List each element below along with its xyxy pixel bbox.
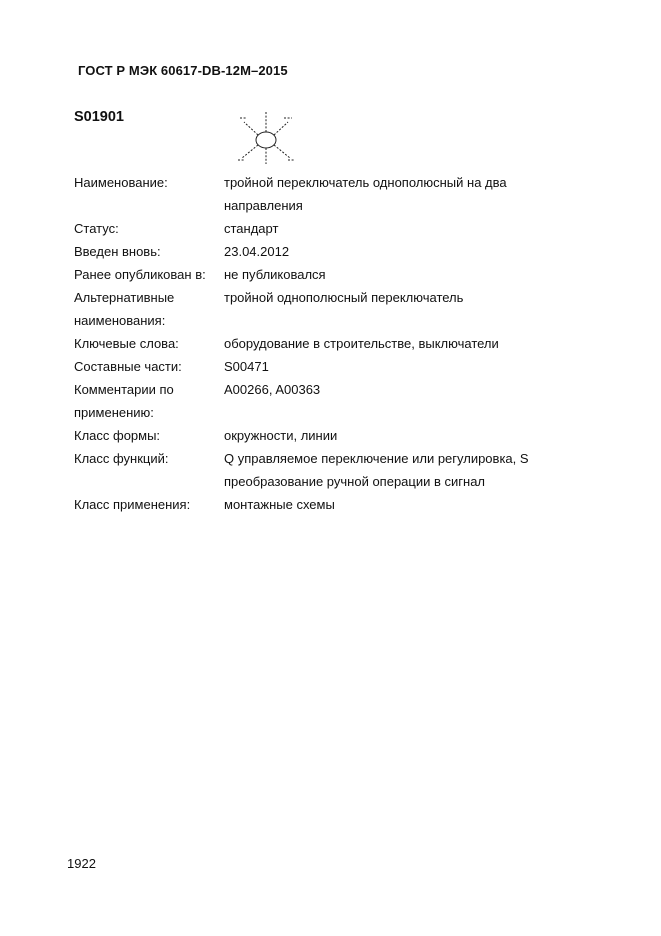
field-value: тройной однополюсный переключатель bbox=[224, 290, 464, 305]
field-row-comments bbox=[74, 378, 544, 424]
document-header: ГОСТ Р МЭК 60617-DB-12M–2015 bbox=[78, 63, 288, 78]
field-row-published bbox=[74, 263, 544, 286]
field-value: стандарт bbox=[224, 221, 279, 236]
field-label: Введен вновь: bbox=[74, 244, 161, 259]
field-label: Альтернативные наименования: bbox=[74, 290, 175, 328]
field-label: Ранее опубликован в: bbox=[74, 267, 206, 282]
page-number: 1922 bbox=[67, 856, 96, 871]
symbol-code: S01901 bbox=[74, 109, 124, 125]
field-row-parts bbox=[74, 355, 544, 378]
field-row-alt-names bbox=[74, 286, 544, 332]
field-row-function-class bbox=[74, 447, 544, 493]
field-value: оборудование в строительстве, выключатели bbox=[224, 336, 499, 351]
field-label: Ключевые слова: bbox=[74, 336, 179, 351]
field-row-application-class bbox=[74, 493, 544, 516]
field-value: окружности, линии bbox=[224, 428, 338, 443]
field-label: Класс функций: bbox=[74, 451, 169, 466]
field-value: S00471 bbox=[224, 359, 269, 374]
field-value: не публиковался bbox=[224, 267, 326, 282]
field-label: Комментарии по применению: bbox=[74, 382, 174, 420]
triple-switch-symbol-icon bbox=[230, 108, 302, 168]
attribute-table bbox=[74, 171, 544, 516]
field-row-keywords bbox=[74, 332, 544, 355]
field-label: Наименование: bbox=[74, 175, 168, 190]
field-row-name bbox=[74, 171, 544, 217]
field-label: Статус: bbox=[74, 221, 119, 236]
field-label: Класс формы: bbox=[74, 428, 161, 443]
field-value: 23.04.2012 bbox=[224, 244, 290, 259]
field-label: Класс применения: bbox=[74, 497, 191, 512]
field-row-status bbox=[74, 217, 544, 240]
field-value: тройной переключатель однополюсный на два направления bbox=[224, 175, 507, 213]
field-row-shape-class bbox=[74, 424, 544, 447]
field-label: Составные части: bbox=[74, 359, 182, 374]
field-row-introduced bbox=[74, 240, 544, 263]
field-value: Q управляемое переключение или регулировка, S преобразование ручной операции в сигнал bbox=[224, 451, 529, 489]
field-value: монтажные схемы bbox=[224, 497, 335, 512]
field-value: A00266, A00363 bbox=[224, 382, 321, 397]
